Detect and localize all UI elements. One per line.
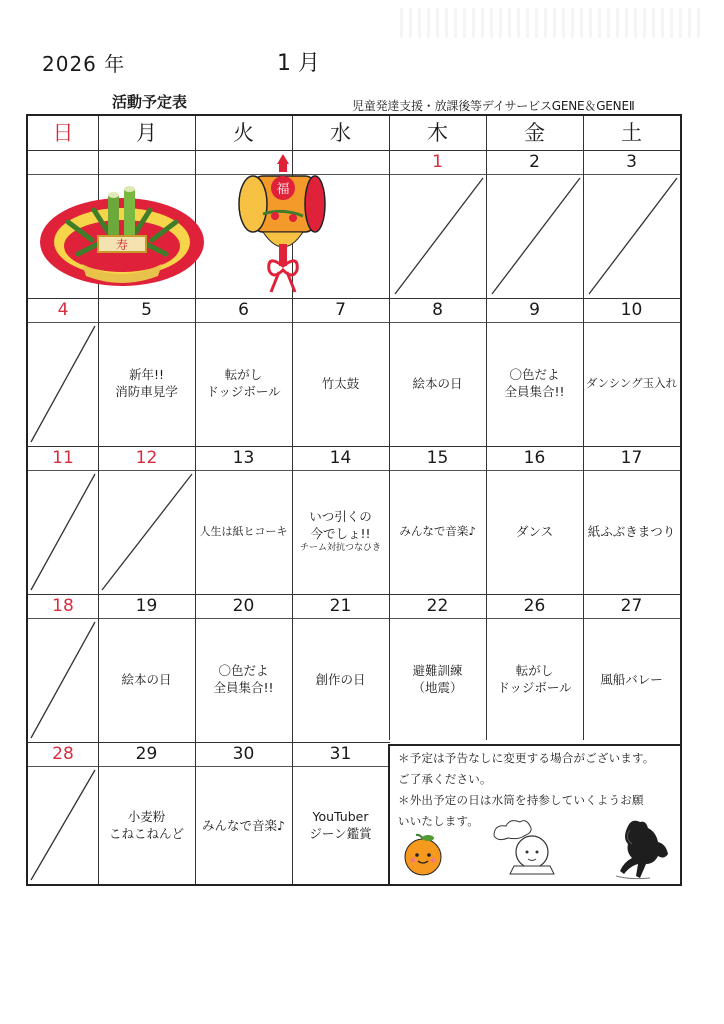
activity-cell: 人生は紙ヒコーキ	[199, 524, 288, 538]
note-line: ＊予定は予告なしに変更する場合がございます。	[398, 751, 655, 765]
drum-illustration	[233, 154, 333, 296]
date-number: 10	[620, 300, 643, 320]
date-number: 1	[432, 152, 443, 172]
note-line: ＊外出予定の日は水筒を持参していくようお願	[398, 793, 644, 807]
weekday-thu: 木	[427, 121, 448, 145]
closed-day-slash	[98, 470, 195, 594]
date-number: 27	[620, 596, 643, 616]
closed-day-slash	[389, 174, 486, 298]
activity-cell: 転がし ドッジボール	[206, 367, 281, 399]
date-number: 7	[335, 300, 346, 320]
date-number: 3	[626, 152, 637, 172]
closed-day-slash	[28, 322, 98, 446]
notes-box	[388, 744, 682, 886]
closed-day-slash	[583, 174, 680, 298]
weekday-sun: 日	[52, 121, 74, 145]
activity-cell: ダンシング玉入れ	[585, 375, 678, 390]
weekday-sat: 土	[621, 121, 642, 145]
activity-cell: YouTuber ジーン鑑賞	[309, 809, 372, 841]
thinking-character-illustration	[490, 818, 560, 880]
weekday-tue: 火	[233, 121, 254, 145]
month-label: 1 月	[277, 51, 320, 76]
date-number: 11	[52, 448, 74, 468]
date-number: 16	[523, 448, 546, 468]
date-number: 5	[141, 300, 152, 320]
closed-day-slash	[28, 618, 98, 742]
date-number: 28	[52, 744, 74, 764]
drum-label: 福	[276, 182, 290, 197]
note-line: いいたします。	[398, 814, 479, 828]
date-number: 6	[238, 300, 249, 320]
date-number: 17	[620, 448, 643, 468]
date-number: 29	[135, 744, 158, 764]
kadomatsu-illustration	[38, 180, 206, 290]
date-number: 2	[529, 152, 540, 172]
weekday-mon: 月	[136, 121, 157, 145]
activity-text: いつ引くの 今でしょ!!	[309, 509, 372, 541]
date-number: 12	[135, 448, 158, 468]
weekday-fri: 金	[524, 121, 545, 145]
activity-cell: 絵本の日	[412, 375, 463, 391]
calendar-grid	[26, 114, 682, 886]
activity-cell: みんなで音楽♪	[202, 817, 285, 833]
closed-day-slash	[28, 470, 98, 594]
kagami-label: 寿	[115, 238, 129, 252]
date-number: 9	[529, 300, 540, 320]
activity-subtext: チーム対抗つなひき	[299, 543, 381, 553]
activity-cell: 風船バレー	[600, 671, 663, 687]
activity-cell: 創作の日	[315, 671, 366, 687]
activity-cell: ダンス	[515, 523, 554, 539]
orange-illustration	[400, 832, 446, 876]
date-number: 21	[329, 596, 352, 616]
activity-cell: 新年!! 消防車見学	[115, 367, 178, 399]
activity-cell: みんなで音楽♪	[399, 523, 476, 538]
date-number: 18	[52, 596, 74, 616]
activity-cell: 紙ふぶきまつり	[587, 523, 676, 539]
date-number: 30	[232, 744, 255, 764]
activity-cell: 〇色だよ 全員集合!!	[213, 663, 274, 695]
date-number: 22	[426, 596, 449, 616]
date-number: 31	[329, 744, 352, 764]
date-number: 15	[426, 448, 449, 468]
date-number: 4	[57, 300, 69, 320]
activity-cell: 〇色だよ 全員集合!!	[504, 367, 565, 399]
note-line: ご了承ください。	[398, 772, 492, 786]
weekday-wed: 水	[330, 121, 351, 145]
activity-cell	[292, 470, 389, 592]
date-number: 13	[232, 448, 255, 468]
activity-cell: 竹太鼓	[321, 375, 360, 391]
facility-name: 児童発達支援・放課後等デイサービスGENE＆GENEⅡ	[352, 99, 635, 113]
closed-day-slash	[28, 766, 98, 884]
date-number: 8	[432, 300, 443, 320]
closed-day-slash	[486, 174, 583, 298]
date-number: 20	[232, 596, 255, 616]
schedule-title: 活動予定表	[112, 93, 188, 111]
year-label: 2026 年	[42, 52, 126, 76]
horse-illustration	[610, 816, 674, 882]
date-number: 14	[329, 448, 352, 468]
activity-cell: 絵本の日	[121, 671, 172, 687]
activity-cell: 転がし ドッジボール	[497, 663, 572, 695]
grid-line	[28, 742, 390, 743]
scan-noise	[400, 8, 700, 38]
activity-cell: 小麦粉 こねこねんど	[108, 809, 184, 841]
date-number: 26	[523, 596, 546, 616]
activity-cell: 避難訓練 （地震）	[412, 663, 463, 695]
date-number: 19	[135, 596, 158, 616]
